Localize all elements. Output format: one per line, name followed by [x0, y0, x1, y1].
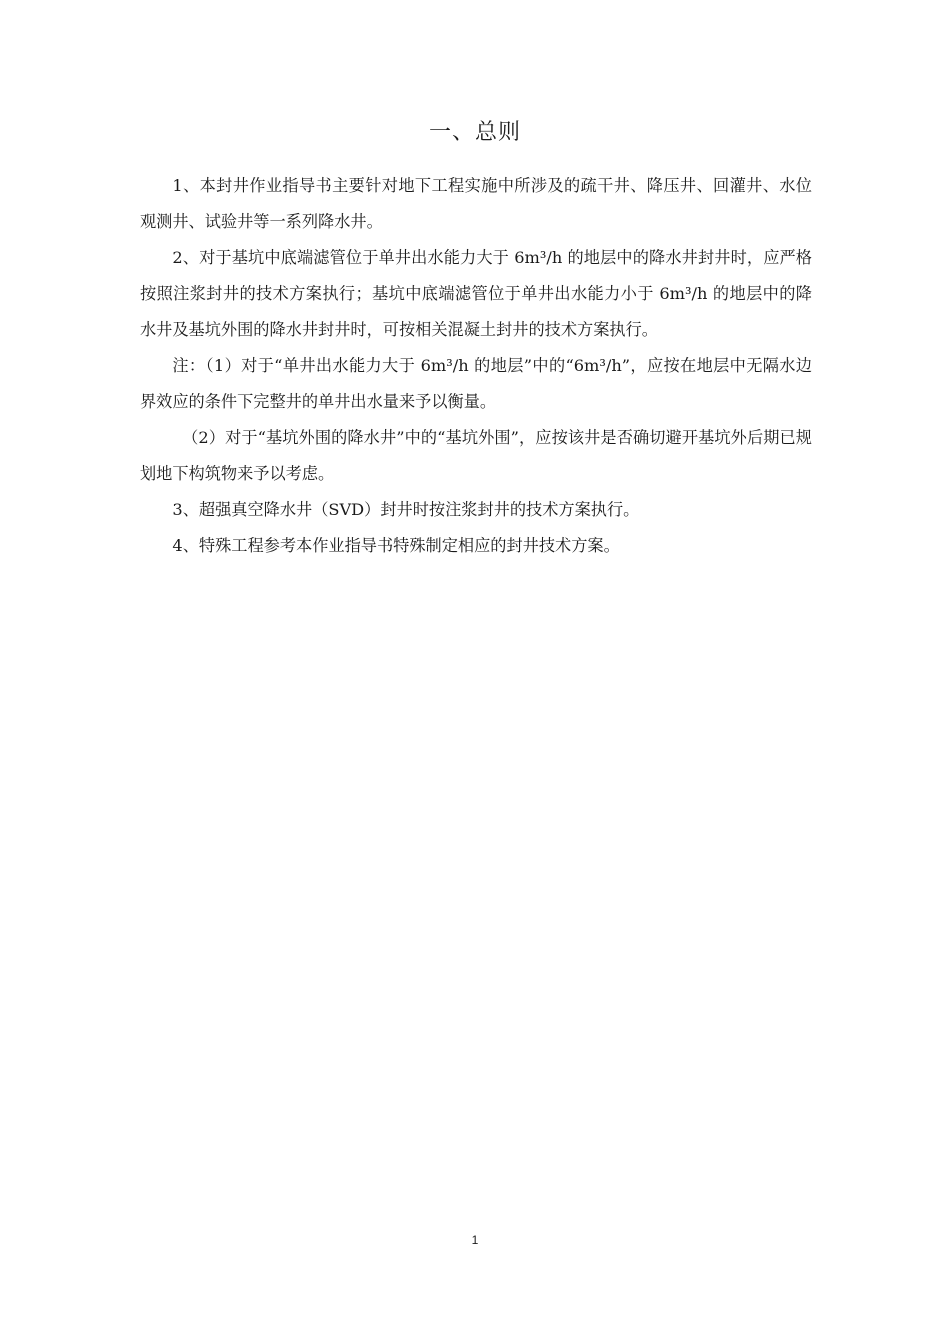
note-1: 注：（1）对于“单井出水能力大于 6m³/h 的地层”中的“6m³/h”，应按在地层中无隔水边界效应的条件下完整井的单井出水量来予以衡量。	[140, 356, 812, 411]
paragraph-1: 1、本封井作业指导书主要针对地下工程实施中所涉及的疏干井、降压井、回灌井、水位观测井、试验井等一系列降水井。	[140, 176, 812, 231]
note-2: （2）对于“基坑外围的降水井”中的“基坑外围”，应按该井是否确切避开基坑外后期已规划地下构筑物来予以考虑。	[140, 428, 812, 483]
page-number: 1	[471, 1233, 479, 1247]
paragraph-3: 3、超强真空降水井（SVD）封井时按注浆封井的技术方案执行。	[172, 500, 640, 519]
paragraph-4: 4、特殊工程参考本作业指导书特殊制定相应的封井技术方案。	[172, 536, 620, 555]
paragraph-2: 2、对于基坑中底端滤管位于单井出水能力大于 6m³/h 的地层中的降水井封井时，应严格按照注浆封井的技术方案执行；基坑中底端滤管位于单井出水能力小于 6m³/h 的地层中的降水井及基坑外围的降水井封井时，可按相关混凝土封井的技术方案执行。	[140, 248, 812, 339]
section-title: 一、总则	[428, 120, 521, 145]
document-body	[140, 168, 812, 564]
